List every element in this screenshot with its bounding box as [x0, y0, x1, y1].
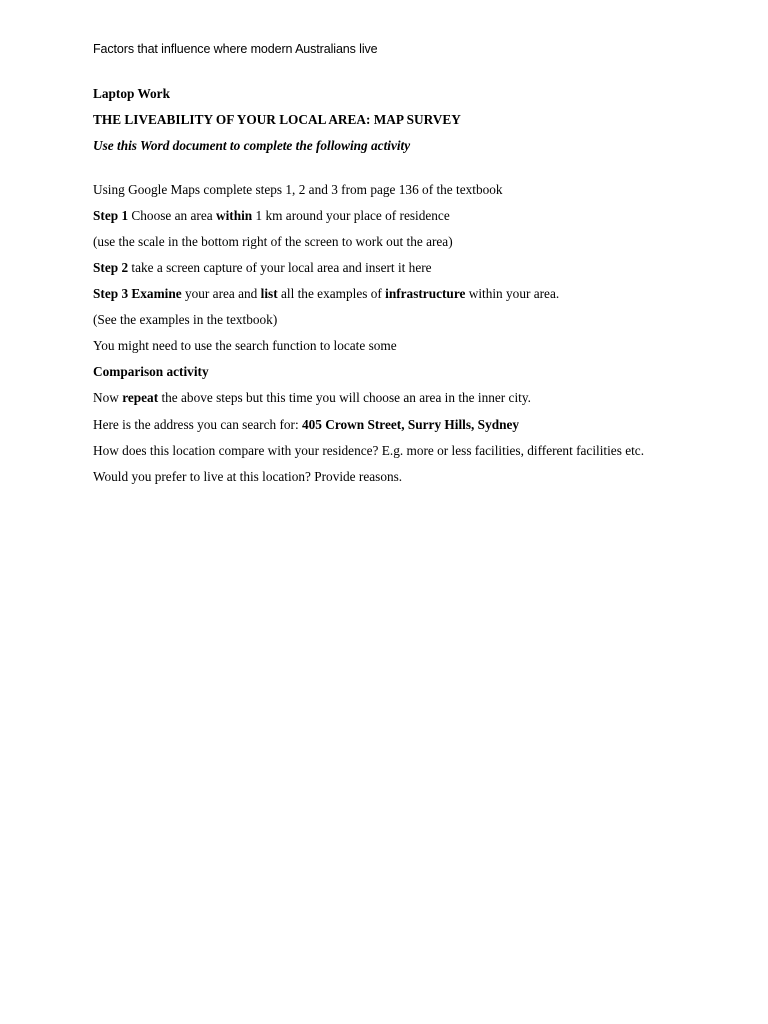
step-2-paragraph: [93, 260, 683, 276]
instruction-line: Use this Word document to complete the following activity: [93, 138, 411, 154]
compare-question: How does this location compare with your residence? E.g. more or less facilities, different facilities etc.: [93, 442, 645, 458]
heading-laptop-work: Laptop Work: [93, 86, 170, 101]
step-3-examine: Examine: [128, 286, 182, 302]
step-2-label: Step 2: [93, 259, 129, 275]
repeat-emphasis: repeat: [122, 390, 159, 406]
address-text: Here is the address you can search for:: [93, 416, 302, 432]
step-1-paragraph: [93, 208, 683, 224]
heading-map-survey: THE LIVEABILITY OF YOUR LOCAL AREA: MAP SURVEY: [93, 112, 461, 128]
search-note: You might need to use the search function to locate some: [93, 338, 397, 354]
step-1-label: Step 1: [93, 207, 129, 223]
prefer-question: Would you prefer to live at this location? Provide reasons.: [93, 468, 403, 484]
intro-paragraph: Using Google Maps complete steps 1, 2 and 3 from page 136 of the textbook: [93, 181, 503, 197]
step-1-emphasis: within: [215, 207, 253, 223]
step-3-paragraph: [93, 286, 683, 302]
step-3-infrastructure: infrastructure: [385, 286, 466, 302]
document-body: [93, 86, 683, 495]
step-3-text-a: your area and: [181, 286, 261, 302]
step-3-list: list: [260, 286, 278, 302]
page-header: Factors that influence where modern Australians live: [93, 42, 378, 56]
address-paragraph: [93, 417, 683, 433]
step-3-text-b: all the examples of: [277, 286, 386, 302]
step-3-text-c: within your area.: [465, 286, 560, 302]
comparison-heading: Comparison activity: [93, 364, 209, 380]
address-value: 405 Crown Street, Surry Hills, Sydney: [301, 416, 520, 432]
step-1-text-b: 1 km around your place of residence: [252, 207, 450, 223]
step-3-label: Step 3: [93, 286, 129, 302]
repeat-text-b: the above steps but this time you will choose an area in the inner city.: [158, 390, 531, 406]
repeat-text-a: Now: [93, 390, 123, 406]
step-1-note: (use the scale in the bottom right of the screen to work out the area): [93, 233, 453, 249]
step-3-note: (See the examples in the textbook): [93, 312, 278, 328]
step-2-text: take a screen capture of your local area and insert it here: [128, 259, 432, 275]
step-1-text-a: Choose an area: [128, 207, 216, 223]
repeat-paragraph: [93, 390, 683, 406]
